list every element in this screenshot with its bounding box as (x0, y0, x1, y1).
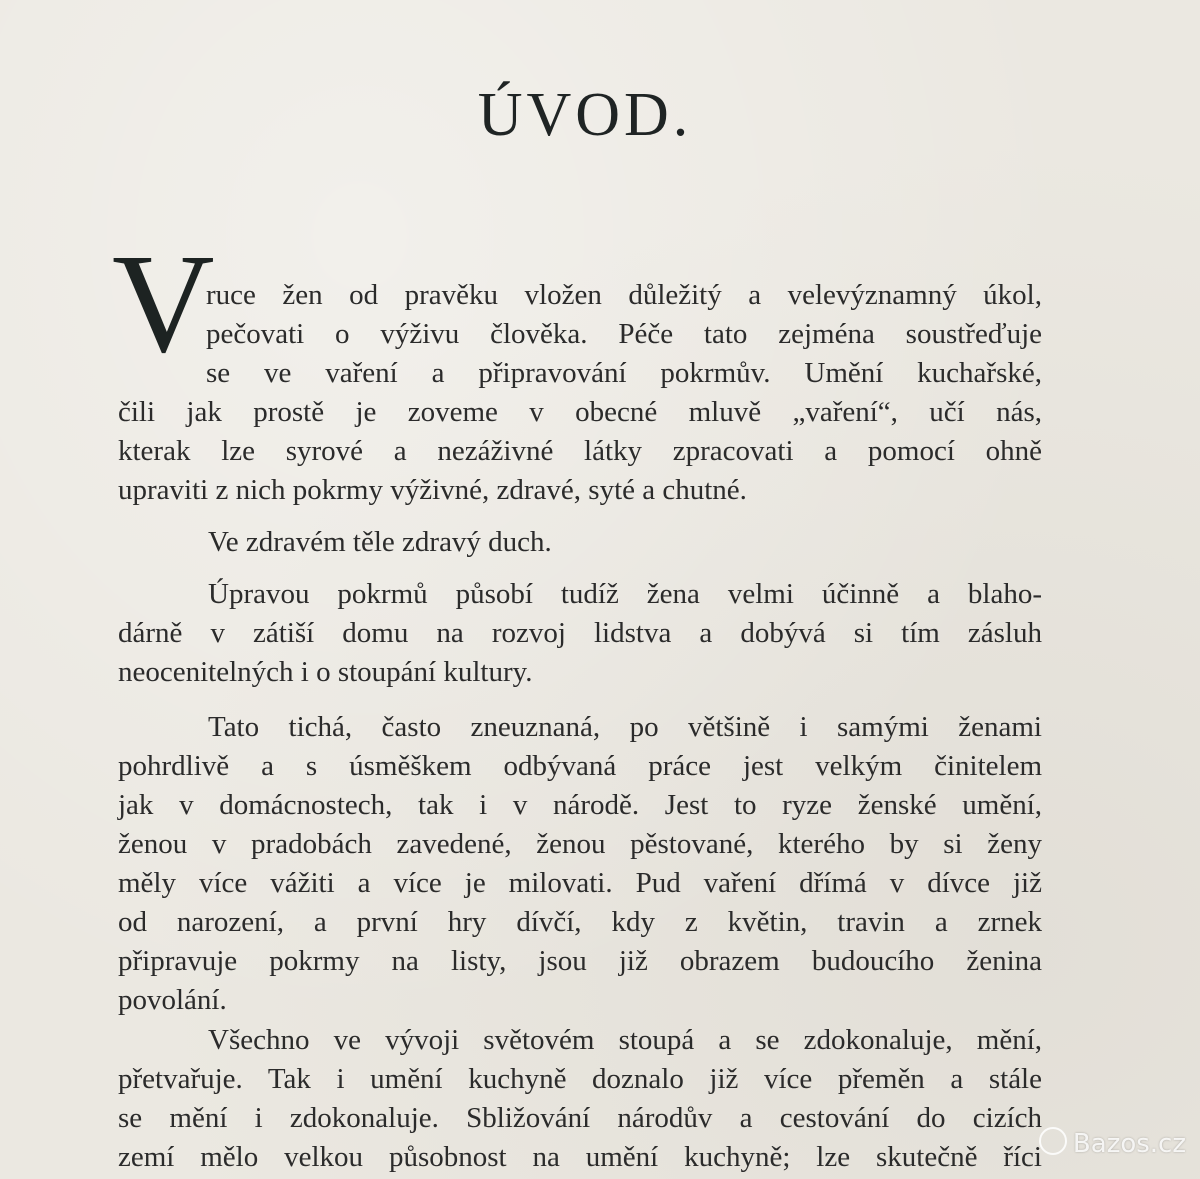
text-line: Tato tichá, často zneuznaná, po většině i samými ženami (208, 711, 1042, 743)
watermark-text: Bazos.cz (1072, 1129, 1186, 1159)
paragraph-intro (118, 276, 1042, 510)
text-line: Všechno ve vývoji světovém stoupá a se zdokonaluje, mění, (208, 1024, 1042, 1056)
text-line: pohrdlivě a s úsměškem odbývaná práce jest velkým činitelem (118, 750, 1042, 782)
text-line: čili jak prostě je zoveme v obecné mluvě „vaření“, učí nás, (118, 396, 1042, 428)
text-line: kterak lze syrové a nezáživné látky zpracovati a pomocí ohně (118, 435, 1042, 467)
text-line: zemí mělo velkou působnost na umění kuchyně; lze skutečně říci (118, 1141, 1042, 1173)
paragraph-development (118, 1021, 1042, 1177)
text-line: pečovati o výživu člověka. Péče tato zejména soustřeďuje (206, 318, 1042, 350)
text-line: se mění i zdokonaluje. Sbližování národův a cestování do cizích (118, 1102, 1042, 1134)
text-line: od narození, a první hry dívčí, kdy z květin, travin a zrnek (118, 906, 1042, 938)
paragraph-food-preparation (118, 575, 1042, 692)
text-line: se ve vaření a připravování pokrmův. Umění kuchařské, (206, 357, 1042, 389)
text-line: přetvařuje. Tak i umění kuchyně doznalo již více přeměn a stále (118, 1063, 1042, 1095)
watermark-logo-icon (1039, 1127, 1067, 1155)
text-line: měly více vážiti a více je milovati. Pud vaření dřímá v dívce již (118, 867, 1042, 899)
text-line: jak v domácnostech, tak i v národě. Jest to ryze ženské umění, (118, 789, 1042, 821)
text-line: dárně v zátiší domu na rozvoj lidstva a dobývá si tím zásluh (118, 617, 1042, 649)
paragraph-motto: Ve zdravém těle zdravý duch. (208, 526, 552, 558)
page-title: ÚVOD. (477, 81, 693, 149)
text-line: upraviti z nich pokrmy výživné, zdravé, syté a chutné. (118, 474, 747, 506)
text-line: připravuje pokrmy na listy, jsou již obrazem budoucího ženina (118, 945, 1042, 977)
text-line: neocenitelných i o stoupání kultury. (118, 656, 533, 688)
text-line: Úpravou pokrmů působí tudíž žena velmi účinně a blaho- (208, 578, 1042, 610)
text-line: povolání. (118, 984, 227, 1016)
text-line: ženou v pradobách zavedené, ženou pěstované, kterého by si ženy (118, 828, 1042, 860)
watermark (1039, 1127, 1186, 1159)
text-line: ruce žen od pravěku vložen důležitý a velevýznamný úkol, (206, 279, 1042, 311)
drop-cap: V (112, 224, 215, 382)
paragraph-womens-art (118, 708, 1042, 1020)
